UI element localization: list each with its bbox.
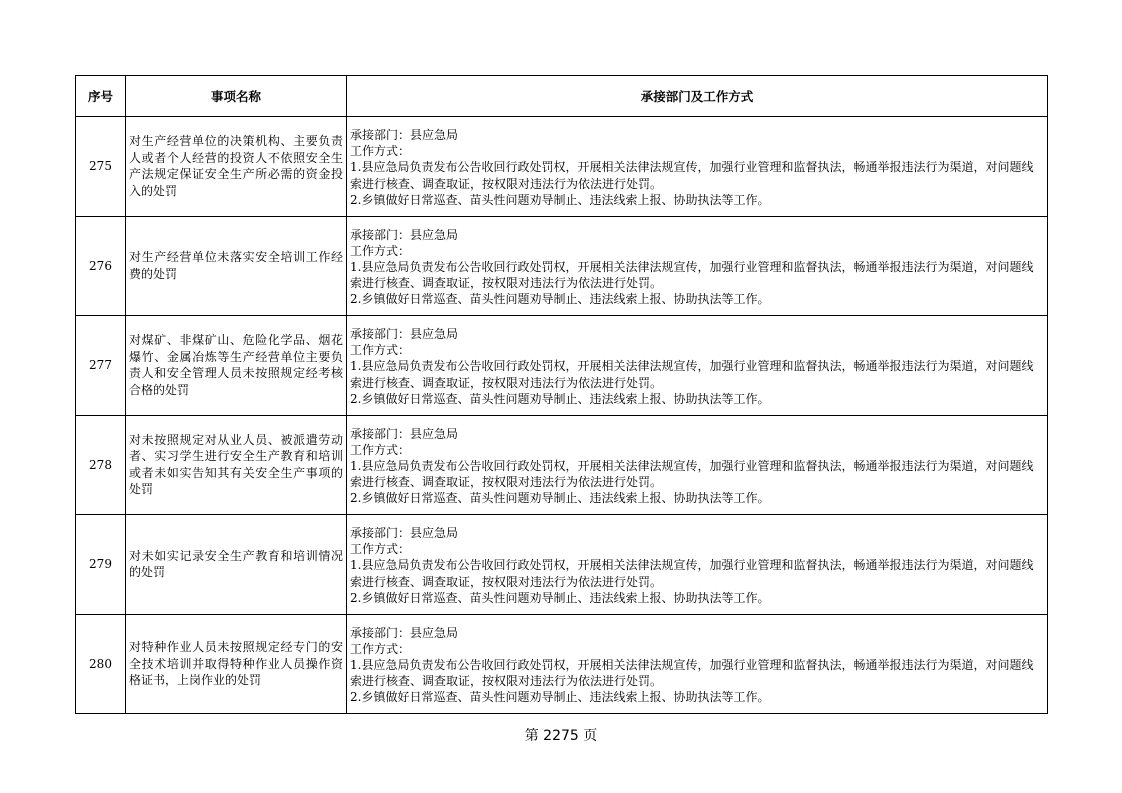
table-row [76, 515, 1048, 615]
row-work-method [347, 415, 1048, 515]
row-item-name: 对未如实记录安全生产教育和培训情况的处罚 [126, 515, 347, 615]
table-row [76, 216, 1048, 316]
table-row [76, 415, 1048, 515]
row-number: 279 [76, 515, 126, 615]
row-item-name: 对未按照规定对从业人员、被派遣劳动者、实习学生进行安全生产教育和培训或者未如实告知其有关安全生产事项的处罚 [126, 415, 347, 515]
table-row [76, 117, 1048, 217]
method-item-1: 1.县应急局负责发布公告收回行政处罚权，开展相关法律法规宣传，加强行业管理和监督执法，畅通举报违法行为渠道，对问题线索进行核查、调查取证，按权限对违法行为依法进行处罚。 [350, 259, 1034, 291]
method-item-2: 2.乡镇做好日常巡查、苗头性问题劝导制止、违法线索上报、协助执法等工作。 [350, 491, 770, 506]
method-item-2: 2.乡镇做好日常巡查、苗头性问题劝导制止、违法线索上报、协助执法等工作。 [350, 590, 770, 605]
table-row [76, 614, 1048, 714]
dept-line: 承接部门：县应急局 [350, 128, 459, 142]
row-item-name: 对煤矿、非煤矿山、危险化学品、烟花爆竹、金属冶炼等生产经营单位主要负责人和安全管理人员未按照规定经考核合格的处罚 [126, 316, 347, 416]
row-work-method [347, 316, 1048, 416]
dept-line: 承接部门：县应急局 [350, 227, 459, 242]
method-label: 工作方式： [350, 542, 411, 557]
row-work-method [347, 614, 1048, 714]
method-label: 工作方式： [350, 144, 411, 159]
row-number: 277 [76, 316, 126, 416]
dept-line: 承接部门：县应急局 [350, 526, 459, 540]
header-serial-number: 序号 [76, 76, 126, 117]
row-number: 278 [76, 415, 126, 515]
row-number: 280 [76, 614, 126, 714]
table-row [76, 316, 1048, 416]
method-label: 工作方式： [350, 243, 411, 258]
method-item-2: 2.乡镇做好日常巡查、苗头性问题劝导制止、违法线索上报、协助执法等工作。 [350, 391, 770, 406]
header-item-name: 事项名称 [126, 76, 347, 117]
method-item-1: 1.县应急局负责发布公告收回行政处罚权，开展相关法律法规宣传，加强行业管理和监督执法，畅通举报违法行为渠道，对问题线索进行核查、调查取证，按权限对违法行为依法进行处罚。 [350, 160, 1034, 191]
page-number: 第 2275 页 [524, 728, 598, 744]
method-label: 工作方式： [350, 641, 411, 656]
row-item-name: 对生产经营单位的决策机构、主要负责人或者个人经营的投资人不依照安全生产法规定保证安全生产所必需的资金投入的处罚 [126, 117, 347, 217]
method-item-1: 1.县应急局负责发布公告收回行政处罚权，开展相关法律法规宣传，加强行业管理和监督执法，畅通举报违法行为渠道，对问题线索进行核查、调查取证，按权限对违法行为依法进行处罚。 [350, 657, 1034, 689]
method-label: 工作方式： [350, 442, 411, 457]
dept-line: 承接部门：县应急局 [350, 426, 459, 441]
row-work-method [347, 216, 1048, 316]
row-work-method [347, 117, 1048, 217]
method-item-1: 1.县应急局负责发布公告收回行政处罚权，开展相关法律法规宣传，加强行业管理和监督执法，畅通举报违法行为渠道，对问题线索进行核查、调查取证，按权限对违法行为依法进行处罚。 [350, 458, 1034, 490]
row-item-name: 对生产经营单位未落实安全培训工作经费的处罚 [126, 216, 347, 316]
row-number: 276 [76, 216, 126, 316]
method-item-2: 2.乡镇做好日常巡查、苗头性问题劝导制止、违法线索上报、协助执法等工作。 [350, 690, 770, 705]
dept-line: 承接部门：县应急局 [350, 625, 459, 640]
row-item-name: 对特种作业人员未按照规定经专门的安全技术培训并取得特种作业人员操作资格证书，上岗作业的处罚 [126, 614, 347, 714]
row-work-method [347, 515, 1048, 615]
row-number: 275 [76, 117, 126, 217]
method-item-1: 1.县应急局负责发布公告收回行政处罚权，开展相关法律法规宣传，加强行业管理和监督执法，畅通举报违法行为渠道，对问题线索进行核查、调查取证，按权限对违法行为依法进行处罚。 [350, 558, 1034, 589]
method-item-2: 2.乡镇做好日常巡查、苗头性问题劝导制止、违法线索上报、协助执法等工作。 [350, 292, 770, 307]
items-table [75, 75, 1048, 714]
header-department-method: 承接部门及工作方式 [347, 76, 1048, 117]
table-header-row [76, 76, 1048, 117]
method-label: 工作方式： [350, 343, 411, 358]
dept-line: 承接部门：县应急局 [350, 327, 459, 341]
method-item-1: 1.县应急局负责发布公告收回行政处罚权，开展相关法律法规宣传，加强行业管理和监督执法，畅通举报违法行为渠道，对问题线索进行核查、调查取证，按权限对违法行为依法进行处罚。 [350, 359, 1034, 390]
method-item-2: 2.乡镇做好日常巡查、苗头性问题劝导制止、违法线索上报、协助执法等工作。 [350, 192, 770, 207]
table-body [76, 117, 1048, 714]
